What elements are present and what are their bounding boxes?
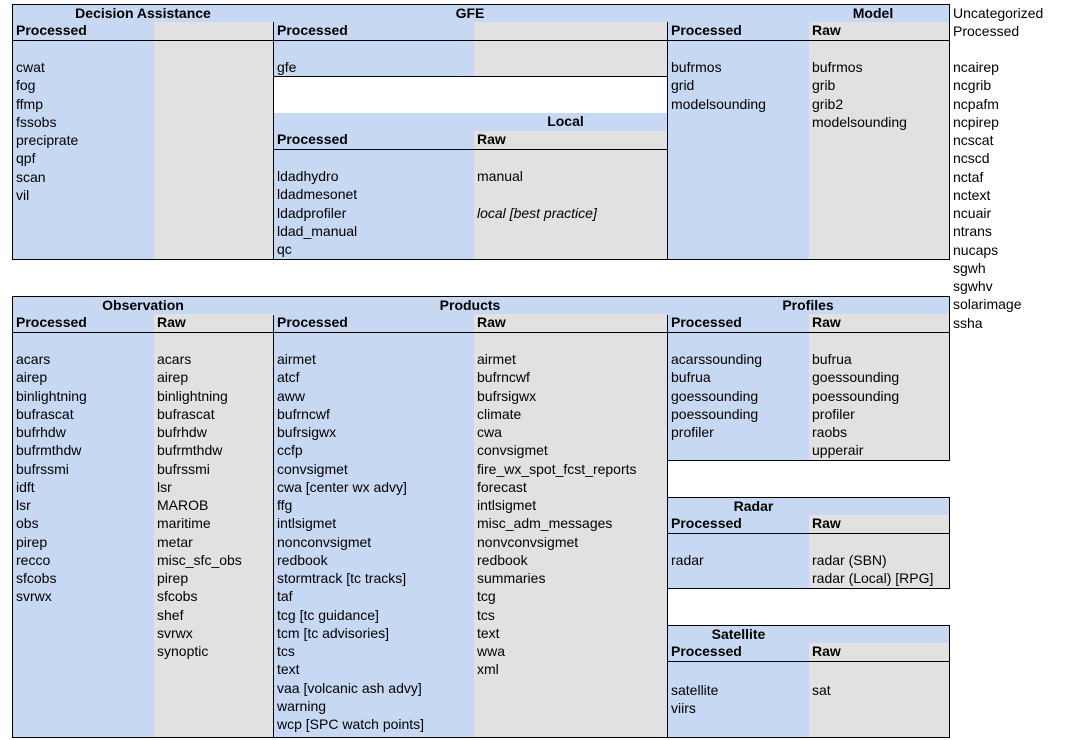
list-item: ldadhydro — [277, 168, 339, 184]
list-item: radar (Local) [RPG] — [812, 570, 934, 587]
divider — [668, 737, 950, 738]
divider — [274, 40, 668, 41]
list-item: poessounding — [812, 387, 900, 404]
divider — [12, 737, 274, 738]
list-item: grib2 — [812, 95, 844, 112]
divider — [12, 40, 274, 41]
list-item: ssha — [953, 314, 983, 331]
divider — [668, 661, 950, 662]
list-item: acars — [16, 351, 51, 367]
list-item — [477, 185, 666, 203]
list-item: nctaf — [953, 168, 984, 185]
model-processed-list — [668, 58, 807, 113]
local-raw-header: Raw — [477, 131, 506, 147]
list-item: wcp [SPC watch points] — [277, 716, 425, 732]
list-item: sat — [812, 682, 831, 698]
profiles-spacer — [668, 460, 950, 497]
list-item: bufrhdw — [16, 424, 66, 440]
list-item: misc_sfc_obs — [157, 551, 242, 568]
list-item: modelsounding — [671, 95, 766, 112]
uncategorized-processed-header: Processed — [953, 23, 1020, 39]
list-item: nucaps — [953, 241, 999, 258]
list-item: climate — [477, 405, 522, 422]
decision-assistance-processed-list — [13, 58, 153, 204]
list-item: airmet — [277, 351, 316, 367]
list-item: manual — [477, 168, 523, 184]
list-item: intlsigmet — [277, 515, 337, 532]
list-item: ncpafm — [953, 95, 999, 112]
list-item: ncgrib — [953, 77, 992, 94]
list-item: fire_wx_spot_fcst_reports — [477, 460, 637, 477]
list-item: profiler — [812, 405, 855, 422]
local-raw-list — [474, 167, 666, 222]
gfe-processed-header: Processed — [277, 22, 348, 38]
products-processed-list — [274, 350, 472, 733]
list-item: convsigmet — [277, 460, 348, 477]
radar-raw-list — [809, 551, 948, 588]
satellite-raw-list — [809, 681, 948, 699]
list-item: synoptic — [157, 643, 209, 659]
list-item: profiler — [671, 424, 714, 440]
list-item: vil — [16, 186, 30, 203]
uncategorized-title: Uncategorized — [953, 5, 1044, 21]
list-item: goessounding — [671, 387, 759, 404]
list-item: sgwhv — [953, 278, 993, 294]
divider — [668, 533, 950, 534]
list-item: bufrncwf — [477, 369, 530, 386]
list-item: ldadmesonet — [277, 186, 358, 203]
list-item: sgwh — [953, 259, 986, 276]
list-item: satellite — [671, 682, 719, 698]
list-item: bufrmos — [812, 59, 863, 75]
divider — [274, 259, 668, 260]
list-item: local [best practice] — [477, 204, 597, 221]
list-item: ncscat — [953, 132, 994, 148]
model-raw-list — [809, 58, 948, 131]
list-item: nctext — [953, 186, 991, 203]
list-item: poessounding — [671, 405, 759, 422]
satellite-processed-list — [668, 681, 807, 718]
list-item: svrwx — [16, 588, 52, 605]
decision-assistance-title: Decision Assistance — [12, 4, 274, 23]
model-raw-header: Raw — [812, 22, 841, 38]
list-item: gfe — [277, 59, 297, 75]
list-item: aww — [277, 387, 306, 404]
list-item: bufrsigwx — [477, 387, 537, 404]
list-item: upperair — [812, 442, 864, 459]
local-processed-header: Processed — [277, 131, 348, 147]
list-item: taf — [277, 588, 293, 605]
divider — [668, 40, 950, 41]
list-item: viirs — [671, 700, 696, 717]
products-raw-header: Raw — [477, 314, 506, 330]
satellite-processed-header: Processed — [671, 643, 742, 659]
list-item: sfcobs — [157, 588, 198, 605]
list-item: metar — [157, 533, 193, 550]
list-item: lsr — [157, 478, 172, 495]
radar-raw-header: Raw — [812, 515, 841, 531]
list-item: preciprate — [16, 132, 79, 148]
local-title: Local — [274, 113, 668, 132]
list-item: bufrascat — [157, 405, 215, 422]
satellite-title: Satellite — [668, 625, 950, 644]
list-item: ffmp — [16, 95, 43, 112]
list-item: bufrncwf — [277, 405, 330, 422]
gfe-title: GFE — [273, 4, 668, 23]
products-title: Products — [273, 296, 668, 315]
uncategorized-processed-list — [950, 58, 1070, 332]
divider — [12, 259, 274, 260]
list-item: qc — [277, 241, 292, 257]
list-item: xml — [477, 661, 499, 678]
list-item: bufrua — [671, 369, 711, 386]
list-item: nonconvsigmet — [277, 533, 372, 550]
list-item: MAROB — [157, 497, 209, 513]
list-item: airep — [157, 369, 189, 386]
list-item: idft — [16, 478, 35, 495]
list-item: binlightning — [157, 387, 228, 404]
list-item: bufrssmi — [157, 460, 210, 477]
list-item: tcg [tc guidance] — [277, 606, 379, 623]
list-item: intlsigmet — [477, 497, 537, 513]
divider — [274, 737, 668, 738]
list-item: convsigmet — [477, 442, 548, 459]
list-item: tcm [tc advisories] — [277, 624, 390, 641]
list-item: goessounding — [812, 369, 900, 386]
list-item: stormtrack [tc tracks] — [277, 570, 407, 586]
list-item: airep — [16, 369, 48, 386]
radar-processed-list — [668, 551, 807, 569]
list-item: tcs — [477, 606, 495, 623]
list-item: bufrua — [812, 351, 852, 367]
list-item: ncairep — [953, 59, 999, 75]
observation-raw-list — [154, 350, 272, 660]
list-item: qpf — [16, 150, 36, 167]
list-item: redbook — [477, 551, 528, 568]
profiles-raw-list — [809, 350, 948, 460]
divider — [12, 332, 274, 333]
list-item: wwa — [477, 643, 506, 659]
list-item: grid — [671, 77, 695, 94]
observation-raw-header: Raw — [157, 314, 186, 330]
list-item: tcs — [277, 643, 295, 659]
list-item: grib — [812, 77, 836, 94]
gfe-spacer — [274, 76, 668, 114]
list-item: recco — [16, 551, 51, 568]
decision-assistance-processed-header: Processed — [16, 22, 87, 38]
divider — [668, 259, 950, 260]
gfe-processed-list — [274, 58, 472, 76]
list-item: misc_adm_messages — [477, 515, 613, 532]
radar-spacer — [668, 588, 950, 625]
list-item: airmet — [477, 351, 516, 367]
list-item: ldadprofiler — [277, 204, 347, 221]
list-item: ncscd — [953, 150, 990, 167]
list-item: redbook — [277, 551, 328, 568]
list-item: cwa — [477, 424, 502, 440]
list-item: ntrans — [953, 223, 992, 240]
list-item: svrwx — [157, 624, 193, 641]
observation-processed-list — [13, 350, 153, 606]
list-item: bufrsigwx — [277, 424, 337, 440]
list-item: ncpirep — [953, 113, 999, 130]
list-item: sfcobs — [16, 570, 57, 586]
list-item: ldad_manual — [277, 222, 358, 239]
profiles-title: Profiles — [667, 296, 950, 315]
model-processed-header: Processed — [671, 22, 742, 38]
list-item: radar — [671, 552, 704, 568]
list-item: ffg — [277, 497, 293, 513]
divider — [668, 332, 950, 333]
list-item: radar (SBN) — [812, 552, 887, 568]
list-item: text — [477, 624, 500, 641]
radar-title: Radar — [668, 497, 950, 516]
list-item: binlightning — [16, 387, 87, 404]
list-item: shef — [157, 606, 184, 623]
observation-processed-header: Processed — [16, 314, 87, 330]
list-item: warning — [277, 697, 327, 714]
profiles-processed-list — [668, 350, 807, 441]
list-item: acars — [157, 351, 192, 367]
list-item: cwa [center wx advy] — [277, 478, 407, 495]
list-item: summaries — [477, 570, 546, 586]
divider — [274, 332, 668, 333]
list-item: atcf — [277, 369, 300, 386]
local-processed-list — [274, 167, 472, 258]
observation-title: Observation — [12, 296, 274, 315]
list-item: vaa [volcanic ash advy] — [277, 679, 422, 696]
list-item: bufrhdw — [157, 424, 207, 440]
model-title: Model — [667, 4, 950, 23]
list-item: obs — [16, 515, 39, 532]
list-item: modelsounding — [812, 113, 907, 130]
decision-assistance-raw-col — [154, 22, 274, 260]
profiles-processed-header: Processed — [671, 314, 742, 330]
list-item: bufrmthdw — [157, 442, 223, 459]
list-item: cwat — [16, 59, 45, 75]
list-item: raobs — [812, 424, 848, 440]
list-item: pirep — [16, 533, 48, 550]
list-item: lsr — [16, 497, 31, 513]
list-item: fssobs — [16, 113, 57, 130]
gfe-raw-col — [474, 22, 668, 77]
list-item: fog — [16, 77, 36, 94]
list-item: acarssounding — [671, 351, 763, 367]
divider — [274, 149, 668, 150]
products-processed-header: Processed — [277, 314, 348, 330]
list-item: maritime — [157, 515, 211, 532]
list-item: tcg — [477, 588, 496, 605]
list-item: text — [277, 661, 300, 678]
list-item: forecast — [477, 478, 527, 495]
list-item: bufrascat — [16, 405, 74, 422]
list-item: scan — [16, 168, 46, 185]
list-item: ncuair — [953, 205, 992, 221]
satellite-raw-header: Raw — [812, 643, 841, 659]
list-item: bufrssmi — [16, 460, 69, 477]
products-raw-list — [474, 350, 666, 679]
list-item: bufrmos — [671, 59, 722, 75]
profiles-raw-header: Raw — [812, 314, 841, 330]
list-item: pirep — [157, 570, 189, 586]
radar-processed-header: Processed — [671, 515, 742, 531]
list-item: nonvconvsigmet — [477, 533, 579, 550]
list-item: bufrmthdw — [16, 442, 82, 459]
list-item: solarimage — [953, 296, 1022, 313]
list-item: ccfp — [277, 442, 303, 459]
